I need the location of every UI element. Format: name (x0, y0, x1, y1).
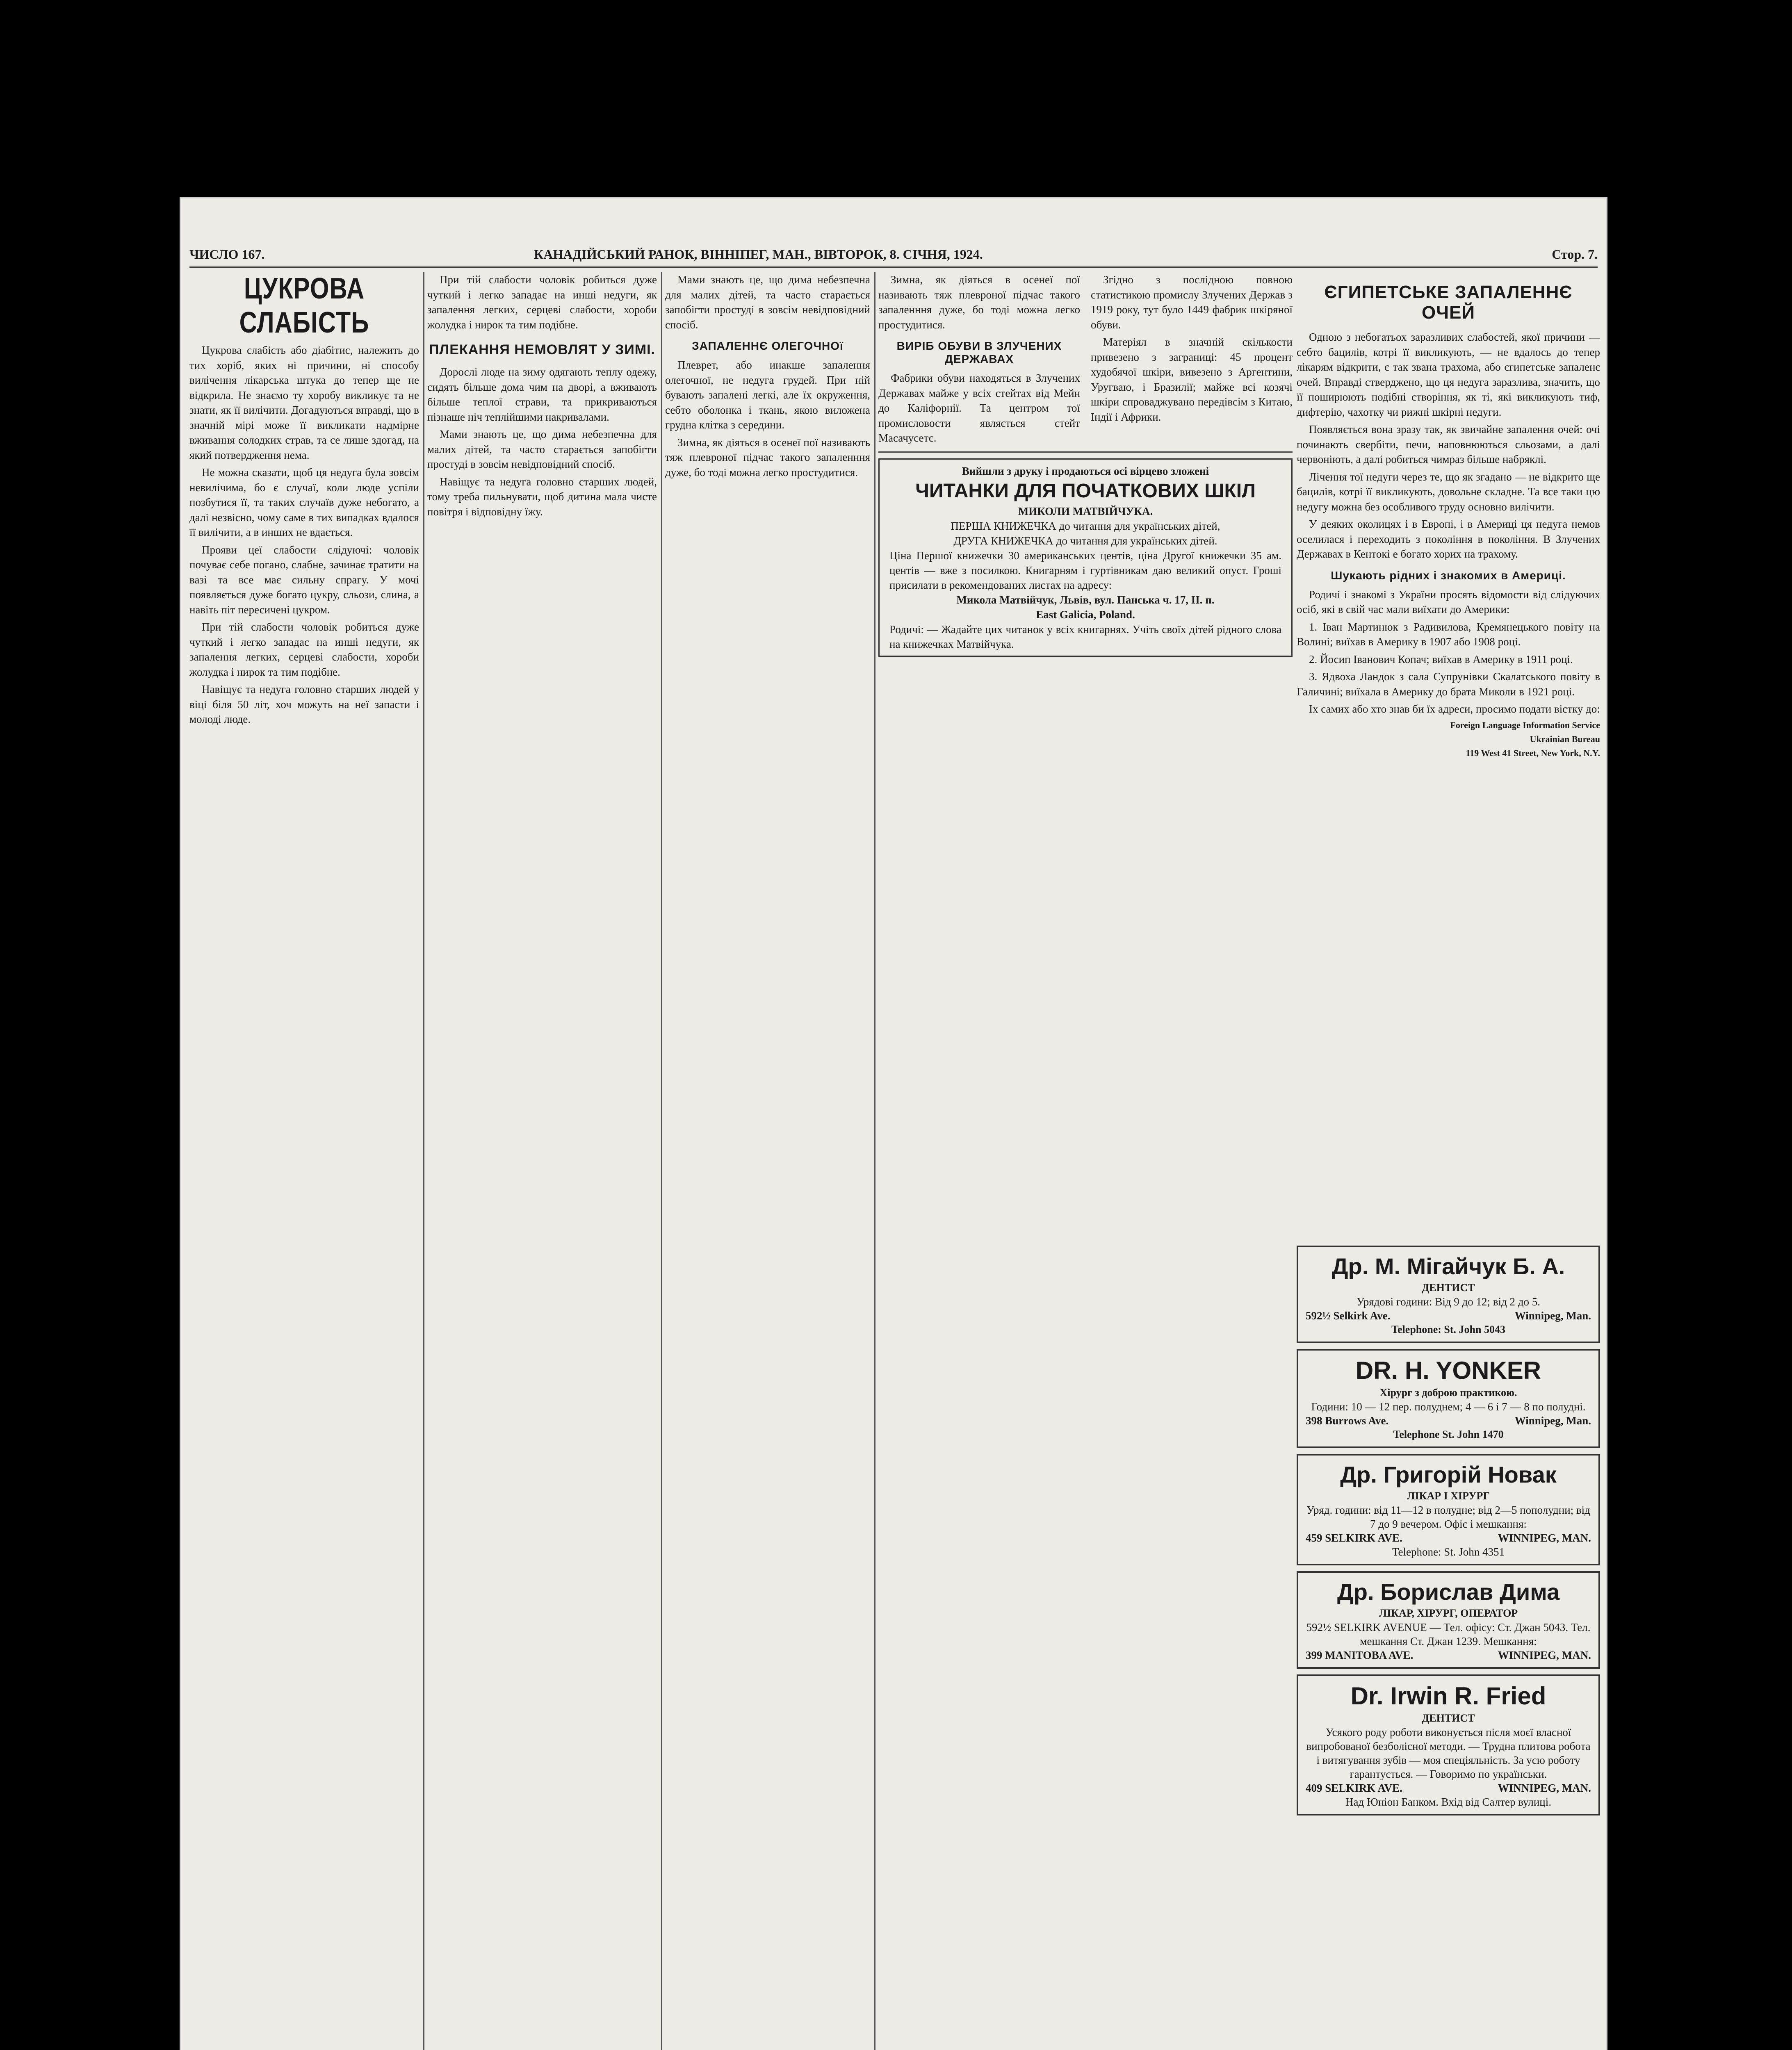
ad-role: ЛІКАР, ХІРУРГ, ОПЕРАТОР (1379, 1607, 1518, 1619)
article-paragraph: 2. Йосип Іванович Копач; виїхав в Америку в 1911 році. (1309, 653, 1573, 665)
article-paragraph: Дорослі люде на зиму одягають теплу одежу, сидять більше дома чим на дворі, а вживають більше теплої страви, та прикриваються пізнаше ніч теплійшими накривалами. (427, 366, 657, 423)
doctor-ad (1297, 1454, 1600, 1565)
article-paragraph: Мами знають це, що дима небезпечна для малих дітей, та часто старається запобігти простуді в зовсім невідповідний спосіб. (427, 428, 657, 470)
article-paragraph: Лічення тої недуги через те, що як згадано — не відкрито ще бацилів, котрі її викликують, довольне складне. Та все таки цю недугу можна без особливого труду основно вилічити. (1297, 470, 1600, 513)
ad-name: Dr. Irwin R. Fried (1350, 1682, 1546, 1710)
article-paragraph: 1. Іван Мартинюк з Радивилова, Кремянецького повіту на Волині; виїхав в Америку в 1907 або 1908 році. (1297, 620, 1600, 648)
books-ad-line: ПЕРША КНИЖЕЧКА до читання для українських дітей, (951, 519, 1220, 532)
masthead (189, 247, 1598, 268)
doctor-ad (1297, 1674, 1600, 1815)
ad-city: WINNIPEG, MAN. (1498, 1649, 1591, 1661)
issue-number: ЧИСЛО 167. (189, 247, 265, 262)
books-ad-top: Вийшли з друку і продаються осі вірцево зложені (962, 465, 1209, 477)
article-paragraph: Матеріял в значній скількости привезено з заграниці: 45 процент худобячої шкіри, вивезено з Аргентини, Уругваю, і Бразилії; майже всі козячі шкіри спроваджувано передівсім з Китаю, Індії і Африки. (1091, 336, 1293, 423)
divider (878, 451, 1293, 453)
ad-role: ДЕНТИСТ (1422, 1282, 1475, 1294)
search-footer: Ukrainian Bureau (1530, 733, 1600, 744)
ad-city: Winnipeg, Man. (1514, 1414, 1591, 1427)
ad-role: ЛІКАР І ХІРУРГ (1407, 1490, 1490, 1502)
ad-address: 409 SELKIRK AVE. (1306, 1782, 1402, 1794)
column-1 (189, 272, 419, 2050)
ad-hours: Урядові години: Від 9 до 12; від 2 до 5. (1356, 1296, 1541, 1308)
search-footer: Foreign Language Information Service (1450, 720, 1600, 730)
article-paragraph: Не можна сказати, щоб ця недуга була зовсім невилічима, бо є случаї, коли люде успіли позбутися її, та таких случаїв дуже небогато, а далі незвісно, чому саме в тих випадках вдалося її вилічити, а в инших не вдається. (189, 466, 419, 538)
ad-city: WINNIPEG, MAN. (1498, 1782, 1591, 1794)
ad-phone: Telephone: St. John 5043 (1391, 1323, 1505, 1335)
ad-hours: Усякого роду роботи виконується після моєї власної випробованої безболісної методи. — Трудна плитова робота і витягування зубів — моя спеціяльність. За усю роботу гарантується. — Говоримо по українськи. (1306, 1726, 1591, 1780)
books-ad-closing: Родичі: — Жадайте цих читанок у всіх книгарнях. Учіть своїх дітей рідного слова на книжечках Матвійчука. (889, 623, 1281, 650)
ad-address: 459 SELKIRK AVE. (1306, 1532, 1402, 1544)
newspaper-page (180, 197, 1607, 2050)
ad-phone: Telephone St. John 1470 (1393, 1428, 1504, 1440)
article-title: Шукають рідних і знакомих в Америці. (1331, 569, 1566, 582)
column-4 (878, 272, 1293, 2050)
column-2 (427, 272, 657, 2050)
article-paragraph: Одною з небогатьох заразливих слабостей, якої причини — себто бацилів, котрі її викликують, — не вдалось до тепер лікарям відкрити, є так звана трахома, або єгипетське запаленє очей. Вправді стверджено, що ця недуга заразлива, значить, що її поширюють подібні створіння, як ті, які викликують тиф, дифтерію, чахотку чи рижні шкірні недуги. (1297, 331, 1600, 418)
article-paragraph: Родичі і знакомі з України просять відомости від слідуючих осіб, які в свій час мали виїхати до Америки: (1297, 588, 1600, 615)
column-3 (665, 272, 870, 2050)
books-advertisement (878, 458, 1293, 657)
books-ad-line: Ціна Першої книжечки 30 американських центів, ціна Другої книжечки 35 ам. центів — вже з посилкою. Книгарням і гуртівникам даю великий опуст. Гроші присилати в рекомендованих листах на адресу: (889, 549, 1281, 591)
article-paragraph: Навіщує та недуга головно старших людей у віці біля 50 літ, хоч можуть на неї запасти і молоді люде. (189, 683, 419, 725)
newspaper-title: КАНАДІЙСЬКИЙ РАНОК, ВІННІПЕГ, МАН., ВІВТОРОК, 8. СІЧНЯ, 1924. (534, 247, 983, 262)
article-paragraph: Навіщує та недуга головно старших людей, тому треба пильнувати, щоб дитина мала чисте повітря і відповідну їжу. (427, 475, 657, 518)
column-rule (423, 272, 424, 2050)
ad-hours: Уряд. години: від 11—12 в полудне; від 2—5 пополудни; від 7 до 9 вечером. Офіс і мешкання: (1306, 1504, 1590, 1530)
article-paragraph: Зимна, як діяться в осенеї пої називають тяж плевроної підчас такого запаленння дуже, бо тоді можна легко простудитися. (665, 436, 870, 478)
article-paragraph: При тій слабости чоловік робиться дуже чуткий і легко западає на инші недуги, як запалення легких, серцеві слабости, хороби жолудка і нирок та тим подібне. (427, 273, 657, 331)
doctor-ad (1297, 1246, 1600, 1343)
column-rule (661, 272, 662, 2050)
ad-address: 398 Burrows Ave. (1306, 1414, 1389, 1427)
doctor-ad (1297, 1349, 1600, 1448)
article-title: ЦУКРОВА СЛАБІСТЬ (239, 272, 369, 339)
article-paragraph: Цукрова слабість або діабітис, належить до тих хоріб, яких ні причини, ні способу вилічення лікарська штука до тепер ще не відкрила. Не знаємо ту хоробу викликує та не знати, як її вилічити. Догадуються вправді, що в значній мірі може її викликати надмірне вживання солодких страв, та се лише здогад, на який потвердження нема. (189, 344, 419, 461)
ad-name: DR. H. YONKER (1355, 1357, 1541, 1384)
search-footer: 119 West 41 Street, New York, N.Y. (1466, 747, 1600, 758)
ad-phone: Telephone: St. John 4351 (1392, 1546, 1505, 1558)
doctor-ad (1297, 1571, 1600, 1669)
article-paragraph: Мами знають це, що дима небезпечна для малих дітей, та часто старається запобігти простуді в зовсім невідповідний спосіб. (665, 273, 870, 331)
article-paragraph: Згідно з послідною повною статистикою промислу Злучених Держав з 1919 року, тут було 1449 фабрик шкіряної обуви. (1091, 273, 1293, 331)
ad-phone: Над Юніон Банком. Вхід від Салтер вулиці. (1345, 1796, 1551, 1808)
article-title: ЗАПАЛЕННЄ ОЛЕГОЧНОї (692, 339, 844, 352)
article-title: ЄГИПЕТСЬКЕ ЗАПАЛЕННЄ ОЧЕЙ (1324, 282, 1573, 323)
article-paragraph: Зимна, як діяться в осенеї пої називають тяж плевроної підчас такого запаленння дуже, бо тоді можна легко простудитися. (878, 273, 1080, 331)
article-paragraph: Появляється вона зразу так, як звичайне запалення очей: очі починають свербіти, печи, наповнюються сльозами, а далі червоніють, а далі робиться чимраз більше набряклі. (1297, 423, 1600, 465)
article-paragraph: Прояви цеї слабости слідуючі: чоловік почуває себе погано, слабне, зачинає тратити на вазі та все має сильну спрагу. У мочі появляється дуже богато цукру, сльози, слина, а навіть піт пересичені цукром. (189, 543, 419, 616)
shoes-article-text (878, 272, 1293, 446)
books-ad-address: East Galicia, Poland. (1036, 608, 1135, 621)
article-paragraph: При тій слабости чоловік робиться дуже чуткий і легко западає на инші недуги, як запалення легких, серцеві слабости, хороби жолудка і нирок та тим подібне. (189, 621, 419, 678)
books-ad-title: ЧИТАНКИ ДЛЯ ПОЧАТКОВИХ ШКІЛ (915, 480, 1256, 502)
ad-role: Хірург з доброю практикою. (1379, 1387, 1517, 1399)
ad-name: Др. Григорій Новак (1340, 1462, 1557, 1487)
ads-column (1297, 1240, 1600, 2050)
article-title: ПЛЕКАННЯ НЕМОВЛЯТ У ЗИМІ. (429, 342, 656, 358)
ad-address: 592½ Selkirk Ave. (1306, 1310, 1391, 1322)
article-paragraph: Іх самих або хто знав би їх адреси, просимо подати вістку до: (1309, 703, 1600, 715)
article-paragraph: Плеврет, або инакше запалення олегочної, не недуга грудей. При ній бувають запалені легкі, але їх окруження, себто оболонка і ткань, якою виложена грудна клітка з середини. (665, 359, 870, 431)
page-number: Стор. 7. (1552, 247, 1598, 262)
ad-hours: Години: 10 — 12 пер. полуднем; 4 — 6 і 7 — 8 по полудні. (1311, 1401, 1586, 1413)
article-paragraph: 3. Ядвоха Ландок з сала Супрунівки Скалатського повіту в Галичині; виїхала в Америку до брата Миколи в 1921 році. (1297, 670, 1600, 698)
article-paragraph: У деяких околицях і в Европі, і в Америці ця недуга немов оселилася і переходить з покоління в покоління. В Злучених Державах в Кентокі е богато хорих на трахому. (1297, 518, 1600, 560)
ad-name: Др. Борислав Дима (1337, 1579, 1560, 1605)
column-rule (874, 272, 875, 2050)
ad-role: ДЕНТИСТ (1422, 1712, 1475, 1724)
ad-city: WINNIPEG, MAN. (1498, 1532, 1591, 1544)
article-paragraph: Фабрики обуви находяться в Злучених Державах майже у всіх стейтах від Мейн до Каліфорнії. Та центром тої промисловости являється стейт Масачусетс. (878, 372, 1080, 444)
books-ad-address: Микола Матвійчук, Львів, вул. Панська ч. 17, ІІ. п. (956, 593, 1215, 606)
books-ad-line: ДРУГА КНИЖЕЧКА до читання для українських дітей. (953, 534, 1217, 547)
ad-hours: 592½ SELKIRK AVENUE — Тел. офісу: Ст. Джан 5043. Тел. мешкання Ст. Джан 1239. Мешкання: (1306, 1621, 1591, 1647)
article-title: ВИРІБ ОБУВИ В ЗЛУЧЕНИХ ДЕРЖАВАХ (896, 339, 1062, 365)
books-ad-author: МИКОЛИ МАТВІЙЧУКА. (1018, 505, 1153, 517)
ad-address: 399 MANITOBA AVE. (1306, 1649, 1414, 1661)
ad-city: Winnipeg, Man. (1514, 1310, 1591, 1322)
ad-name: Др. М. Мігайчук Б. А. (1331, 1253, 1565, 1279)
